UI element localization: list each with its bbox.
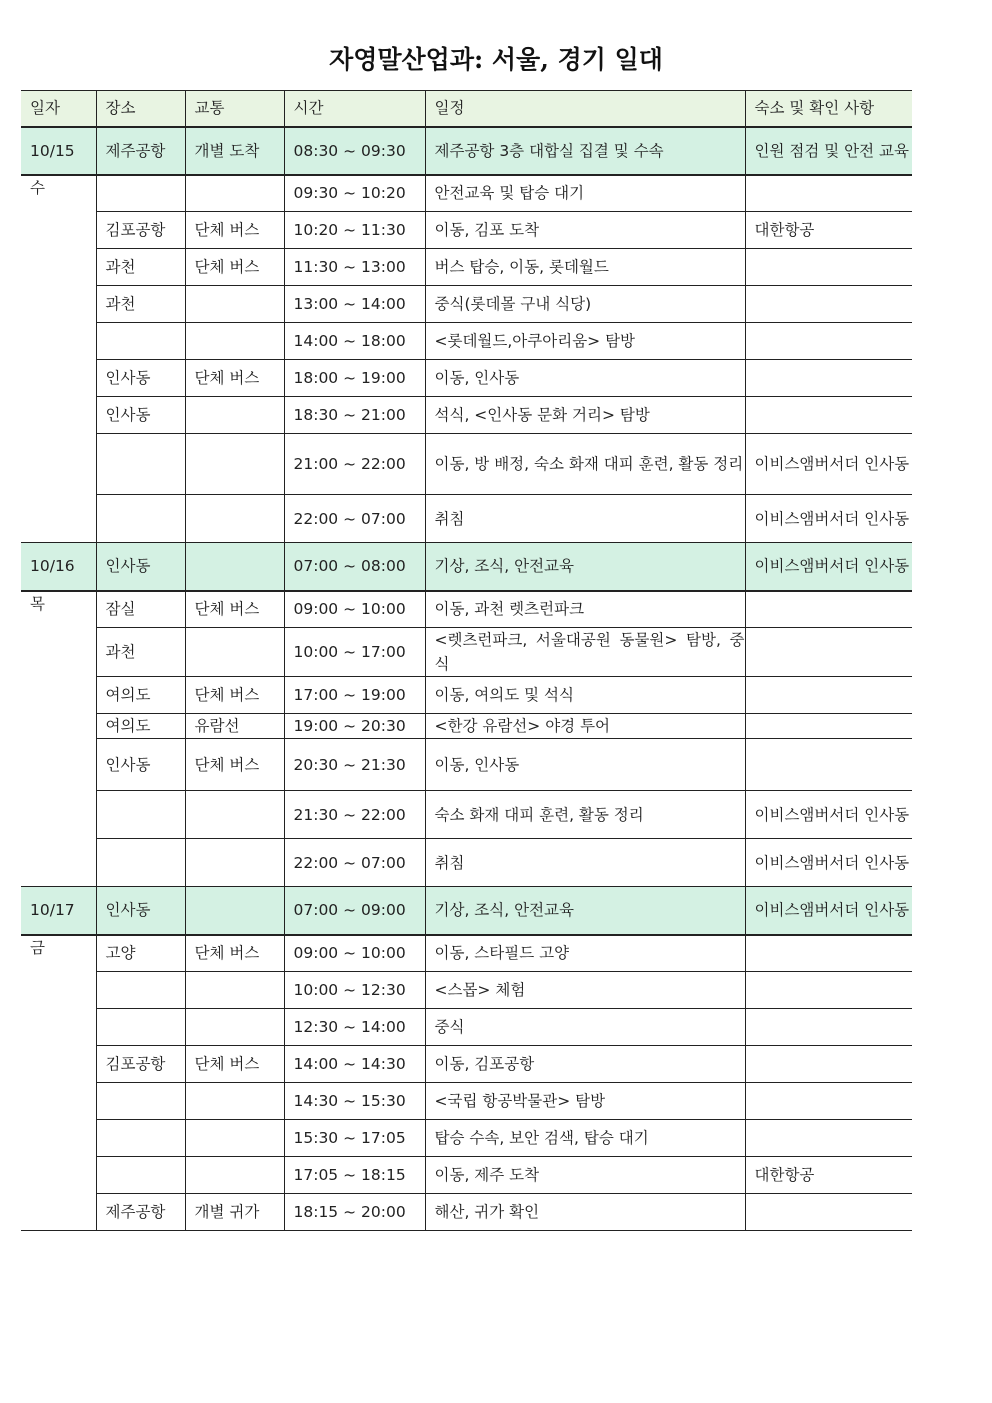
note-cell: 이비스앰버서더 인사동 bbox=[745, 791, 912, 839]
transport-cell bbox=[185, 543, 284, 591]
time-cell: 12:30 ~ 14:00 bbox=[284, 1009, 425, 1046]
note-cell bbox=[745, 714, 912, 739]
plan-cell: <렛츠런파크, 서울대공원 동물원> 탐방, 중식 bbox=[425, 628, 745, 677]
date-cell: 10/17 bbox=[21, 887, 96, 935]
time-cell: 21:00 ~ 22:00 bbox=[284, 434, 425, 495]
note-cell: 대한항공 bbox=[745, 212, 912, 249]
place-cell: 여의도 bbox=[96, 714, 185, 739]
date-cell bbox=[21, 1157, 96, 1194]
place-cell bbox=[96, 1009, 185, 1046]
table-row bbox=[21, 212, 912, 249]
table-row bbox=[21, 628, 912, 677]
plan-cell: 취침 bbox=[425, 839, 745, 887]
table-row bbox=[21, 1194, 912, 1231]
note-cell: 이비스앰버서더 인사동 bbox=[745, 434, 912, 495]
time-cell: 22:00 ~ 07:00 bbox=[284, 839, 425, 887]
plan-cell: 이동, 과천 렛츠런파크 bbox=[425, 591, 745, 628]
transport-cell bbox=[185, 175, 284, 212]
date-cell bbox=[21, 434, 96, 495]
time-cell: 22:00 ~ 07:00 bbox=[284, 495, 425, 543]
transport-cell: 단체 버스 bbox=[185, 935, 284, 972]
note-cell bbox=[745, 677, 912, 714]
date-cell: 목 bbox=[21, 591, 96, 628]
time-cell: 18:30 ~ 21:00 bbox=[284, 397, 425, 434]
time-cell: 08:30 ~ 09:30 bbox=[284, 127, 425, 175]
note-cell bbox=[745, 1120, 912, 1157]
plan-cell: 이동, 제주 도착 bbox=[425, 1157, 745, 1194]
table-row bbox=[21, 591, 912, 628]
table-row bbox=[21, 127, 912, 175]
place-cell: 잠실 bbox=[96, 591, 185, 628]
time-cell: 13:00 ~ 14:00 bbox=[284, 286, 425, 323]
plan-cell: 버스 탑승, 이동, 롯데월드 bbox=[425, 249, 745, 286]
note-cell bbox=[745, 360, 912, 397]
date-cell bbox=[21, 1120, 96, 1157]
header-note: 숙소 및 확인 사항 bbox=[745, 91, 912, 127]
transport-cell bbox=[185, 286, 284, 323]
time-cell: 09:30 ~ 10:20 bbox=[284, 175, 425, 212]
time-cell: 15:30 ~ 17:05 bbox=[284, 1120, 425, 1157]
note-cell bbox=[745, 175, 912, 212]
plan-cell: 취침 bbox=[425, 495, 745, 543]
transport-cell bbox=[185, 323, 284, 360]
plan-cell: <한강 유람선> 야경 투어 bbox=[425, 714, 745, 739]
table-row bbox=[21, 935, 912, 972]
date-cell bbox=[21, 1046, 96, 1083]
date-cell: 수 bbox=[21, 175, 96, 212]
table-row bbox=[21, 397, 912, 434]
plan-cell: 이동, 방 배정, 숙소 화재 대피 훈련, 활동 정리 bbox=[425, 434, 745, 495]
note-cell: 이비스앰버서더 인사동 bbox=[745, 839, 912, 887]
plan-cell: 이동, 인사동 bbox=[425, 739, 745, 791]
table-row bbox=[21, 972, 912, 1009]
page-title: 자영말산업과: 서울, 경기 일대 bbox=[329, 45, 663, 74]
date-cell: 10/16 bbox=[21, 543, 96, 591]
transport-cell: 단체 버스 bbox=[185, 249, 284, 286]
note-cell bbox=[745, 739, 912, 791]
plan-cell: 이동, 인사동 bbox=[425, 360, 745, 397]
note-cell bbox=[745, 1009, 912, 1046]
place-cell: 인사동 bbox=[96, 397, 185, 434]
note-cell bbox=[745, 935, 912, 972]
place-cell bbox=[96, 495, 185, 543]
plan-cell: 기상, 조식, 안전교육 bbox=[425, 543, 745, 591]
header-plan: 일정 bbox=[425, 91, 745, 127]
date-cell bbox=[21, 628, 96, 677]
place-cell bbox=[96, 972, 185, 1009]
transport-cell bbox=[185, 1120, 284, 1157]
table-row bbox=[21, 1083, 912, 1120]
plan-cell: <롯데월드,아쿠아리움> 탐방 bbox=[425, 323, 745, 360]
date-cell bbox=[21, 286, 96, 323]
header-place: 장소 bbox=[96, 91, 185, 127]
time-cell: 19:00 ~ 20:30 bbox=[284, 714, 425, 739]
plan-cell: 석식, <인사동 문화 거리> 탐방 bbox=[425, 397, 745, 434]
note-cell bbox=[745, 591, 912, 628]
transport-cell bbox=[185, 1157, 284, 1194]
transport-cell: 단체 버스 bbox=[185, 739, 284, 791]
table-row bbox=[21, 543, 912, 591]
place-cell: 제주공항 bbox=[96, 1194, 185, 1231]
time-cell: 07:00 ~ 08:00 bbox=[284, 543, 425, 591]
note-cell bbox=[745, 972, 912, 1009]
table-row bbox=[21, 286, 912, 323]
time-cell: 07:00 ~ 09:00 bbox=[284, 887, 425, 935]
table-row bbox=[21, 495, 912, 543]
note-cell: 대한항공 bbox=[745, 1157, 912, 1194]
place-cell: 인사동 bbox=[96, 543, 185, 591]
transport-cell: 유람선 bbox=[185, 714, 284, 739]
place-cell: 과천 bbox=[96, 628, 185, 677]
plan-cell: 해산, 귀가 확인 bbox=[425, 1194, 745, 1231]
date-cell bbox=[21, 495, 96, 543]
date-cell bbox=[21, 249, 96, 286]
table-row bbox=[21, 1157, 912, 1194]
note-cell bbox=[745, 628, 912, 677]
schedule-body bbox=[21, 91, 912, 1231]
place-cell: 제주공항 bbox=[96, 127, 185, 175]
note-cell bbox=[745, 1046, 912, 1083]
date-cell bbox=[21, 1009, 96, 1046]
place-cell bbox=[96, 175, 185, 212]
date-cell bbox=[21, 972, 96, 1009]
place-cell bbox=[96, 1157, 185, 1194]
time-cell: 14:00 ~ 14:30 bbox=[284, 1046, 425, 1083]
transport-cell bbox=[185, 1009, 284, 1046]
note-cell bbox=[745, 397, 912, 434]
transport-cell bbox=[185, 887, 284, 935]
date-cell bbox=[21, 1083, 96, 1120]
date-cell bbox=[21, 714, 96, 739]
transport-cell bbox=[185, 839, 284, 887]
place-cell bbox=[96, 323, 185, 360]
time-cell: 18:00 ~ 19:00 bbox=[284, 360, 425, 397]
date-cell bbox=[21, 397, 96, 434]
plan-cell: <스몹> 체험 bbox=[425, 972, 745, 1009]
place-cell: 인사동 bbox=[96, 739, 185, 791]
plan-cell: 안전교육 및 탑승 대기 bbox=[425, 175, 745, 212]
date-cell bbox=[21, 323, 96, 360]
time-cell: 17:05 ~ 18:15 bbox=[284, 1157, 425, 1194]
place-cell bbox=[96, 839, 185, 887]
note-cell bbox=[745, 286, 912, 323]
time-cell: 09:00 ~ 10:00 bbox=[284, 591, 425, 628]
table-row bbox=[21, 323, 912, 360]
place-cell: 김포공항 bbox=[96, 1046, 185, 1083]
transport-cell bbox=[185, 397, 284, 434]
time-cell: 18:15 ~ 20:00 bbox=[284, 1194, 425, 1231]
note-cell: 이비스앰버서더 인사동 bbox=[745, 887, 912, 935]
transport-cell bbox=[185, 1083, 284, 1120]
place-cell bbox=[96, 791, 185, 839]
time-cell: 20:30 ~ 21:30 bbox=[284, 739, 425, 791]
transport-cell: 단체 버스 bbox=[185, 677, 284, 714]
table-row bbox=[21, 1120, 912, 1157]
date-cell bbox=[21, 360, 96, 397]
time-cell: 17:00 ~ 19:00 bbox=[284, 677, 425, 714]
table-row bbox=[21, 175, 912, 212]
plan-cell: 중식(롯데몰 구내 식당) bbox=[425, 286, 745, 323]
place-cell: 인사동 bbox=[96, 887, 185, 935]
note-cell bbox=[745, 1194, 912, 1231]
transport-cell: 단체 버스 bbox=[185, 360, 284, 397]
header-row bbox=[21, 91, 912, 127]
time-cell: 11:30 ~ 13:00 bbox=[284, 249, 425, 286]
time-cell: 09:00 ~ 10:00 bbox=[284, 935, 425, 972]
table-row bbox=[21, 791, 912, 839]
plan-cell: 이동, 여의도 및 석식 bbox=[425, 677, 745, 714]
note-cell bbox=[745, 1083, 912, 1120]
date-cell: 금 bbox=[21, 935, 96, 972]
table-row bbox=[21, 677, 912, 714]
transport-cell bbox=[185, 972, 284, 1009]
transport-cell: 단체 버스 bbox=[185, 1046, 284, 1083]
place-cell bbox=[96, 1120, 185, 1157]
plan-cell: 이동, 스타필드 고양 bbox=[425, 935, 745, 972]
place-cell: 여의도 bbox=[96, 677, 185, 714]
plan-cell: 중식 bbox=[425, 1009, 745, 1046]
schedule-table bbox=[21, 90, 912, 1231]
date-cell bbox=[21, 677, 96, 714]
transport-cell: 개별 도착 bbox=[185, 127, 284, 175]
table-row bbox=[21, 887, 912, 935]
note-cell: 인원 점검 및 안전 교육 bbox=[745, 127, 912, 175]
header-time: 시간 bbox=[284, 91, 425, 127]
place-cell bbox=[96, 1083, 185, 1120]
date-cell bbox=[21, 839, 96, 887]
place-cell: 과천 bbox=[96, 249, 185, 286]
plan-cell: 이동, 김포 도착 bbox=[425, 212, 745, 249]
plan-cell: 탑승 수속, 보안 검색, 탑승 대기 bbox=[425, 1120, 745, 1157]
place-cell: 과천 bbox=[96, 286, 185, 323]
note-cell bbox=[745, 323, 912, 360]
plan-cell: 제주공항 3층 대합실 집결 및 수속 bbox=[425, 127, 745, 175]
table-row bbox=[21, 249, 912, 286]
place-cell bbox=[96, 434, 185, 495]
transport-cell: 개별 귀가 bbox=[185, 1194, 284, 1231]
transport-cell: 단체 버스 bbox=[185, 591, 284, 628]
date-cell bbox=[21, 739, 96, 791]
table-row bbox=[21, 360, 912, 397]
time-cell: 14:00 ~ 18:00 bbox=[284, 323, 425, 360]
place-cell: 고양 bbox=[96, 935, 185, 972]
table-row bbox=[21, 739, 912, 791]
transport-cell bbox=[185, 434, 284, 495]
plan-cell: <국립 항공박물관> 탐방 bbox=[425, 1083, 745, 1120]
note-cell bbox=[745, 249, 912, 286]
transport-cell bbox=[185, 495, 284, 543]
time-cell: 10:00 ~ 12:30 bbox=[284, 972, 425, 1009]
date-cell: 10/15 bbox=[21, 127, 96, 175]
time-cell: 10:00 ~ 17:00 bbox=[284, 628, 425, 677]
date-cell bbox=[21, 1194, 96, 1231]
transport-cell bbox=[185, 791, 284, 839]
transport-cell: 단체 버스 bbox=[185, 212, 284, 249]
plan-cell: 이동, 김포공항 bbox=[425, 1046, 745, 1083]
date-cell bbox=[21, 791, 96, 839]
time-cell: 21:30 ~ 22:00 bbox=[284, 791, 425, 839]
table-row bbox=[21, 714, 912, 739]
time-cell: 14:30 ~ 15:30 bbox=[284, 1083, 425, 1120]
header-transport: 교통 bbox=[185, 91, 284, 127]
place-cell: 인사동 bbox=[96, 360, 185, 397]
date-cell bbox=[21, 212, 96, 249]
table-row bbox=[21, 434, 912, 495]
place-cell: 김포공항 bbox=[96, 212, 185, 249]
table-row bbox=[21, 839, 912, 887]
table-row bbox=[21, 1046, 912, 1083]
plan-cell: 숙소 화재 대피 훈련, 활동 정리 bbox=[425, 791, 745, 839]
transport-cell bbox=[185, 628, 284, 677]
time-cell: 10:20 ~ 11:30 bbox=[284, 212, 425, 249]
header-date: 일자 bbox=[21, 91, 96, 127]
note-cell: 이비스앰버서더 인사동 bbox=[745, 495, 912, 543]
table-row bbox=[21, 1009, 912, 1046]
plan-cell: 기상, 조식, 안전교육 bbox=[425, 887, 745, 935]
note-cell: 이비스앰버서더 인사동 bbox=[745, 543, 912, 591]
